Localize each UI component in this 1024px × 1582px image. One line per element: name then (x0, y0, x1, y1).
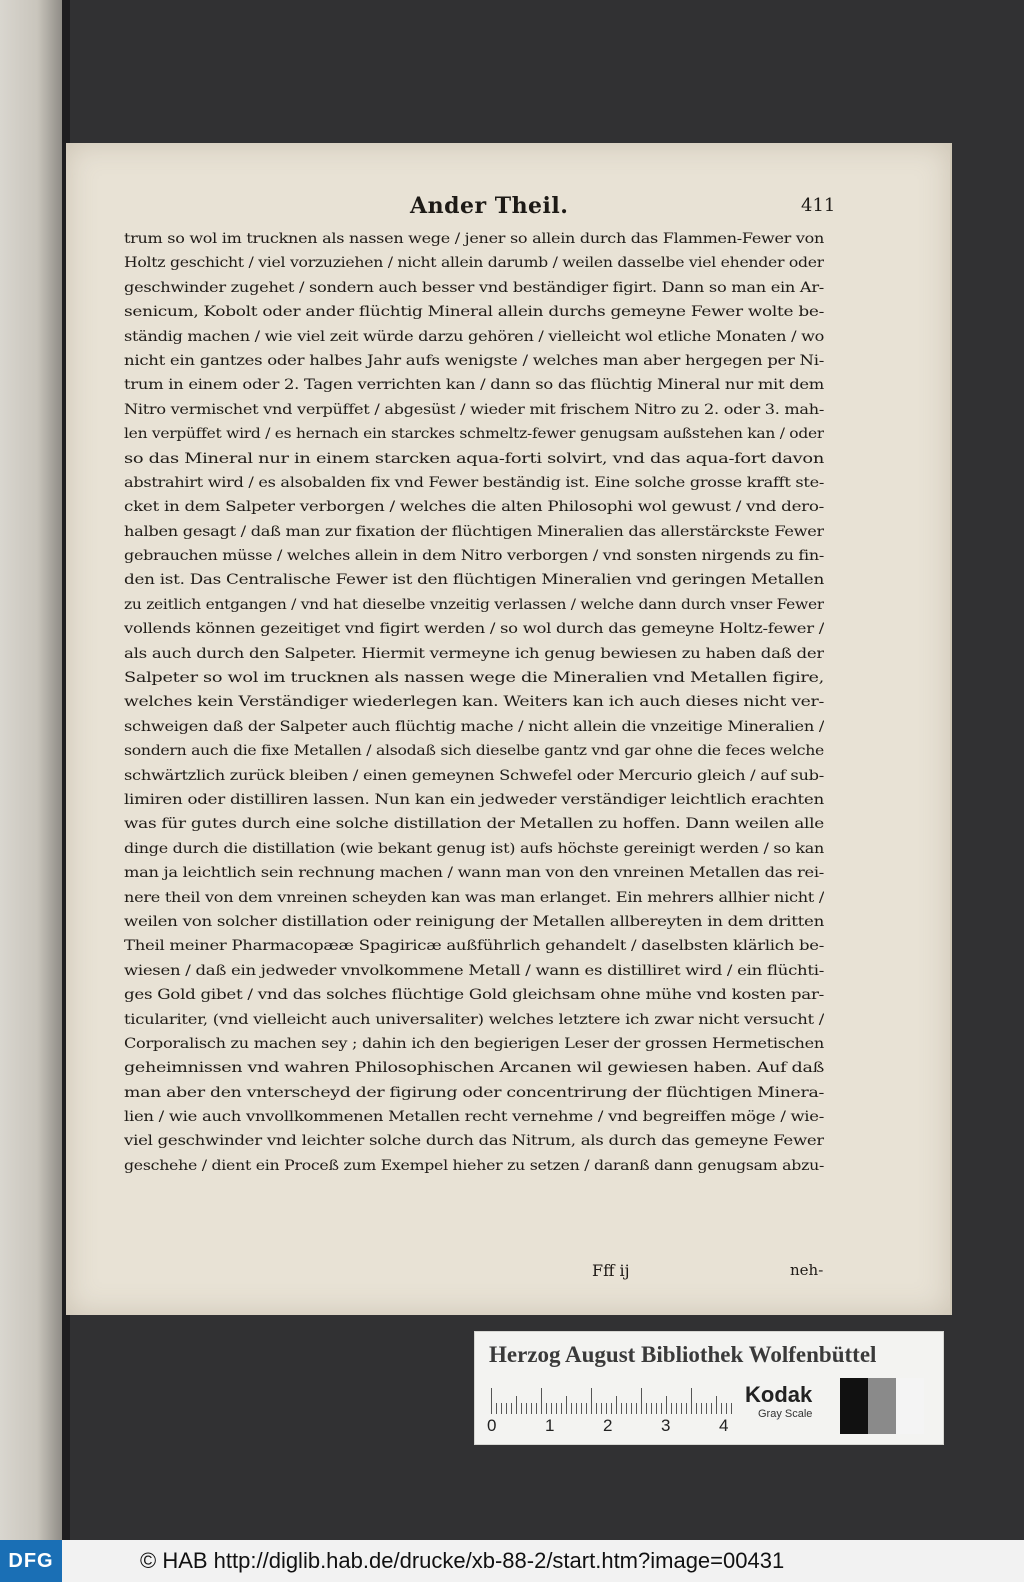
credit-link[interactable]: © HAB http://diglib.hab.de/drucke/xb-88-2/start.htm?image=00431 (140, 1548, 785, 1573)
ruler-tick (631, 1403, 632, 1414)
text-line: schwärtzlich zurück bleiben / einen gemeynen Schwefel oder Mercurio gleich / auf sub- (124, 767, 824, 784)
text-line: ges Gold gibet / vnd das solches flüchtige Gold gleichsam ohne mühe vnd kosten par- (124, 987, 824, 1004)
ruler-tick (626, 1403, 627, 1414)
dfg-logo: DFG (0, 1540, 62, 1582)
text-line: nicht ein gantzes oder halbes Jahr aufs wenigste / welches man aber hergegen per Ni- (124, 352, 824, 369)
ruler-tick (556, 1403, 557, 1414)
text-line: welches kein Verständiger wiederlegen kan. Weiters kan ich auch dieses nicht ver- (124, 694, 824, 711)
ruler-tick (546, 1403, 547, 1414)
ruler-number: 1 (545, 1416, 555, 1435)
ruler-numbers (487, 1416, 741, 1436)
text-line: limiren oder distilliren lassen. Nun kan ein jedweder verständiger leichtlich erachten (124, 791, 824, 808)
text-line: wiesen / daß ein jedweder vnvolkommene Metall / wann es distilliret wird / ein flüchti- (124, 962, 824, 979)
running-head-title: Ander Theil. (410, 193, 569, 219)
text-line: geschehe / dient ein Proceß zum Exempel hieher zu setzen / daranß dann genugsam abzu- (124, 1157, 824, 1174)
text-line: viel geschwinder vnd leichter solche durch das Nitrum, als durch das gemeyne Fewer (124, 1133, 824, 1150)
text-line: trum so wol im trucknen als nassen wege / jener so allein durch das Flammen-Fewer von (124, 231, 824, 247)
text-line: Nitro vermischet vnd verpüffet / abgesüst / wieder mit frischem Nitro zu 2. oder 3. mah- (124, 401, 824, 418)
ruler-tick (686, 1403, 687, 1414)
ruler-tick (691, 1388, 692, 1414)
text-line: vollends können gezeitiget vnd figirt werden / so wol durch das gemeyne Holtz-fewer / (124, 621, 824, 638)
gray-patch (868, 1378, 896, 1434)
ruler-tick (711, 1403, 712, 1414)
catchword: neh- (790, 1261, 824, 1279)
text-line: geschwinder zugehet / sondern auch besser vnd beständiger figirt. Dann so man ein Ar- (124, 279, 824, 296)
text-line: was für gutes durch eine solche distillation der Metallen zu hoffen. Dann weilen alle (124, 816, 824, 833)
ruler-tick (661, 1403, 662, 1414)
text-line: den ist. Das Centralische Fewer ist den flüchtigen Mineralien vnd geringen Metallen (124, 572, 824, 589)
ruler-tick (491, 1388, 492, 1414)
text-line: man aber den vnterscheyd der figirung oder concentrirung der flüchtigen Minera- (124, 1084, 824, 1101)
text-line: senicum, Kobolt oder ander flüchtig Mineral allein durchs gemeyne Fewer wolte be- (124, 304, 824, 321)
ruler-tick (541, 1388, 542, 1414)
ruler-tick (601, 1403, 602, 1414)
text-line: Holtz geschicht / viel vorzuziehen / nicht allein darumb / weilen dasselbe viel ehender oder (124, 255, 824, 272)
ruler-tick (591, 1388, 592, 1414)
library-name: Herzog August Bibliothek Wolfenbüttel (489, 1342, 877, 1367)
ruler-tick (611, 1403, 612, 1414)
credit-bar (0, 1540, 1024, 1582)
text-line: weilen von solcher distillation oder reinigung der Metallen allbereyten in dem dritten (124, 913, 824, 930)
signature-mark: Fff ij (592, 1261, 630, 1280)
gray-patch (840, 1378, 868, 1434)
ruler-tick (671, 1403, 672, 1414)
color-target-card (474, 1331, 944, 1445)
ruler-tick (666, 1396, 667, 1414)
ruler-tick (501, 1403, 502, 1414)
text-line: gebrauchen müsse / welches allein in dem Nitro verborgen / vnd sonsten nirgends zu fin- (124, 548, 824, 565)
ruler-tick (536, 1403, 537, 1414)
page-number: 411 (801, 195, 836, 216)
text-line: Salpeter so wol im trucknen als nassen wege die Mineralien vnd Metallen figire, (124, 670, 824, 687)
ruler-tick (726, 1403, 727, 1414)
text-line: lien / wie auch vnvollkommenen Metallen recht vernehme / vnd begreiffen möge / wie- (124, 1109, 824, 1126)
ruler-tick (566, 1396, 567, 1414)
text-line: sondern auch die fixe Metallen / alsodaß sich dieselbe gantz vnd gar ohne die feces welche (124, 743, 824, 760)
ruler-tick (731, 1403, 732, 1414)
text-line: dinge durch die distillation (wie bekant genug ist) aufs höchste gereinigt werden / so kan (124, 840, 824, 857)
text-line: ständig machen / wie viel zeit würde darzu gehören / vielleicht wol etliche Monaten / wo (124, 328, 824, 345)
ruler-tick (696, 1403, 697, 1414)
text-line: cket in dem Salpeter verborgen / welches die alten Philosophi wol gewust / vnd dero- (124, 499, 824, 516)
ruler-number: 3 (661, 1416, 671, 1435)
ruler-tick (681, 1403, 682, 1414)
ruler-tick (526, 1403, 527, 1414)
ruler-tick (561, 1403, 562, 1414)
ruler-tick (551, 1403, 552, 1414)
book-page (66, 143, 952, 1315)
ruler-tick (576, 1403, 577, 1414)
measurement-ruler (491, 1386, 731, 1414)
ruler-number: 0 (487, 1416, 497, 1435)
ruler-tick (581, 1403, 582, 1414)
ruler-tick (496, 1403, 497, 1414)
ruler-tick (641, 1388, 642, 1414)
ruler-tick (506, 1403, 507, 1414)
ruler-tick (531, 1403, 532, 1414)
running-head (66, 191, 950, 227)
text-line: so das Mineral nur in einem starcken aqua-forti solvirt, vnd das aqua-fort davon (124, 450, 824, 467)
ruler-tick (511, 1403, 512, 1414)
text-line: halben gesagt / daß man zur fixation der flüchtigen Mineralien das allerstärckste Fewer (124, 523, 824, 540)
ruler-tick (521, 1403, 522, 1414)
kodak-brand: Kodak (745, 1382, 813, 1407)
ruler-tick (586, 1403, 587, 1414)
ruler-tick (616, 1396, 617, 1414)
ruler-tick (606, 1403, 607, 1414)
page-footer (66, 1261, 950, 1291)
text-line: len verpüffet wird / es hernach ein starckes schmeltz-fewer genugsam außstehen kan / oder (124, 426, 824, 443)
text-line: abstrahirt wird / es alsobalden fix vnd Fewer beständig ist. Eine solche grosse krafft ste- (124, 474, 824, 491)
gray-scale-label: Gray Scale (758, 1408, 813, 1420)
ruler-tick (636, 1403, 637, 1414)
gray-scale-patches (840, 1378, 924, 1434)
text-line: zu zeitlich entgangen / vnd hat dieselbe vnzeitig verlassen / welche dann durch vnser Fewer (124, 596, 824, 613)
ruler-tick (651, 1403, 652, 1414)
body-text (124, 227, 824, 1178)
ruler-tick (646, 1403, 647, 1414)
ruler-tick (701, 1403, 702, 1414)
text-line: schweigen daß der Salpeter auch flüchtig mache / nicht allein die vnzeitige Mineralien / (124, 718, 824, 735)
ruler-tick (676, 1403, 677, 1414)
ruler-tick (596, 1403, 597, 1414)
ruler-tick (706, 1403, 707, 1414)
ruler-number: 2 (603, 1416, 613, 1435)
ruler-tick (571, 1403, 572, 1414)
adjacent-page-edge (0, 0, 62, 1540)
ruler-tick (721, 1403, 722, 1414)
ruler-tick (621, 1403, 622, 1414)
text-line: geheimnissen vnd wahren Philosophischen Arcanen wil gewiesen haben. Auf daß (124, 1060, 824, 1077)
text-line: Corporalisch zu machen sey ; dahin ich den begierigen Leser der grossen Hermetischen (124, 1035, 824, 1052)
ruler-tick (716, 1396, 717, 1414)
text-line: Theil meiner Pharmacopææ Spagiricæ außführlich gehandelt / daselbsten klärlich be- (124, 938, 824, 955)
gray-patch (896, 1378, 924, 1434)
ruler-tick (516, 1396, 517, 1414)
ruler-number: 4 (719, 1416, 729, 1435)
text-line: man ja leichtlich sein rechnung machen / wann man von den vnreinen Metallen das rei- (124, 865, 824, 882)
text-line: ticulariter, (vnd vielleicht auch universaliter) welches letztere ich zwar nicht versucht / (124, 1011, 824, 1028)
ruler-tick (656, 1403, 657, 1414)
text-line: als auch durch den Salpeter. Hiermit vermeyne ich genug bewiesen zu haben daß der (124, 645, 824, 662)
text-line: trum in einem oder 2. Tagen verrichten kan / dann so das flüchtig Mineral nur mit dem (124, 377, 824, 394)
text-line: nere theil von dem vnreinen scheyden kan was man erlanget. Ein mehrers allhier nicht / (124, 889, 824, 906)
